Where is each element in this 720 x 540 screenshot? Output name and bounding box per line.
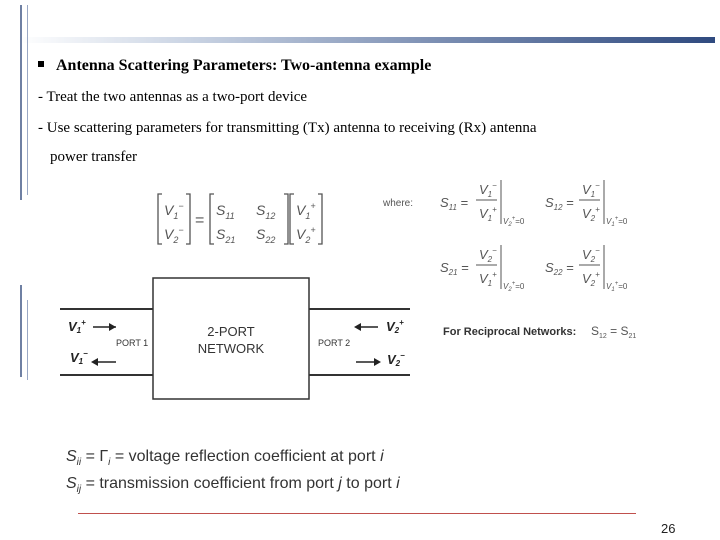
svg-text:S12 =: $S_{12}$ = <box>545 195 574 212</box>
svg-text:V2−: $V_2^-$ <box>479 246 497 264</box>
svg-text:V1+=0: $V_1^+=0$ <box>606 281 628 293</box>
matrix-s22: $S_{22}$ <box>256 226 276 245</box>
svg-text:V1−: $V_1^-$ <box>582 181 600 199</box>
svg-text:V2+: $V_2^+$ <box>582 270 600 288</box>
s22-definition <box>545 245 628 293</box>
matrix-v1-minus: $V_1^-$ <box>164 201 184 221</box>
body-line-3: power transfer <box>50 149 138 165</box>
s12-definition <box>545 180 628 228</box>
s11-definition <box>440 180 525 228</box>
network-label-line2: NETWORK <box>197 341 265 356</box>
svg-text:S22 =: $S_{22}$ = <box>545 260 574 277</box>
slide-title: Antenna Scattering Parameters: Two-antenna example <box>56 57 432 74</box>
matrix-s21: $S_{21}$ <box>216 226 236 245</box>
port1-label: PORT 1 <box>116 338 149 348</box>
svg-text:Sii = Γi = voltage reflection: $S_{ii} = \Gamma_i$ = voltage reflection coefficient at port i <box>66 448 384 468</box>
svg-text:V2+=0: $V_2^+=0$ <box>503 281 525 293</box>
svg-text:S11 =: $S_{11}$ = <box>440 195 469 212</box>
s21-definition <box>440 245 525 293</box>
svg-text:V1−: $V_1^-$ <box>479 181 497 199</box>
matrix-s12: $S_{12}$ <box>256 202 276 221</box>
matrix-s11: $S_{11}$ <box>216 202 235 221</box>
port2-reflected-arrowhead-icon <box>374 358 381 366</box>
svg-text:V1+: $V_1^+$ <box>479 205 497 223</box>
svg-text:V2+=0: $V_2^+=0$ <box>503 216 525 228</box>
port1-incident-arrowhead-icon <box>109 323 116 331</box>
network-label-line1: 2-PORT <box>207 324 255 339</box>
port1-reflected-arrowhead-icon <box>91 358 98 366</box>
svg-text:V2−: $V_2^-$ <box>582 246 600 264</box>
body-line-2: - Use scattering parameters for transmitting (Tx) antenna to receiving (Rx) antenna <box>38 120 537 136</box>
where-label: where: <box>383 198 414 209</box>
sij-definition <box>66 475 400 495</box>
reciprocal-equation: $S_{12} = S_{21}$ <box>591 324 637 340</box>
port1-v-plus: V1+ <box>68 318 86 335</box>
matrix-v2-plus: $V_2^+$ <box>296 225 316 245</box>
matrix-v1-plus: $V_1^+$ <box>296 201 316 221</box>
port2-v-plus: V2+ <box>386 318 404 335</box>
matrix-v2-minus: $V_2^-$ <box>164 225 184 245</box>
port2-v-minus: V2− <box>387 351 405 368</box>
svg-text:S21 =: $S_{21}$ = <box>440 260 469 277</box>
body-line-1: - Treat the two antennas as a two-port device <box>38 89 308 105</box>
svg-text:V2+: $V_2^+$ <box>582 205 600 223</box>
reciprocal-label: For Reciprocal Networks: <box>443 326 577 338</box>
footer-rule <box>78 513 636 514</box>
port2-incident-arrowhead-icon <box>354 323 361 331</box>
port2-label: PORT 2 <box>318 338 351 348</box>
page-number: 26 <box>661 521 676 536</box>
sii-definition <box>66 448 384 468</box>
svg-text:Sij = transmission coefficien: $S_{ij}$ = transmission coefficient from port j to port i <box>66 475 400 495</box>
port1-v-minus: V1− <box>70 349 88 366</box>
svg-text:V1+=0: $V_1^+=0$ <box>606 216 628 228</box>
matrix-equals: = <box>195 212 205 229</box>
svg-text:V1+: $V_1^+$ <box>479 270 497 288</box>
